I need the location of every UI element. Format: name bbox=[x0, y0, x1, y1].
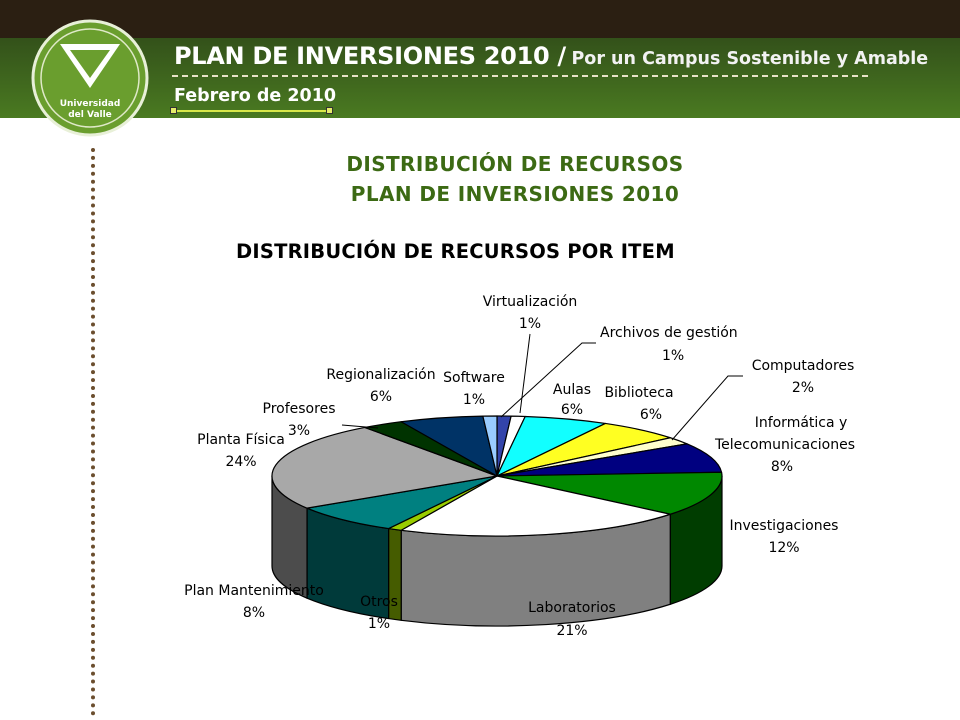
leader-line-computadores bbox=[672, 376, 743, 440]
slice-name-laboratorios: Laboratorios bbox=[528, 600, 616, 616]
slice-name-archivos-de-gestion: Archivos de gestión bbox=[600, 325, 738, 341]
slice-value-virtualizacion: 1% bbox=[518, 316, 542, 332]
slice-value-investigaciones: 12% bbox=[768, 540, 800, 556]
slice-value-otros: 1% bbox=[367, 616, 391, 632]
pie-label-regionalizacion bbox=[326, 367, 435, 405]
pie-label-investigaciones bbox=[730, 518, 839, 556]
header-title-main: PLAN DE INVERSIONES 2010 / bbox=[174, 42, 566, 70]
slice-name-regionalizacion: Regionalización bbox=[326, 367, 436, 383]
logo-text-line2: del Valle bbox=[68, 110, 112, 120]
slice-name-plan-mantenimiento: Plan Mantenimiento bbox=[184, 583, 324, 599]
slide-title-line1: DISTRIBUCIÓN DE RECURSOS bbox=[346, 152, 684, 176]
pie-label-aulas bbox=[553, 382, 591, 418]
slice-value-archivos-de-gestion: 1% bbox=[662, 348, 685, 364]
pie-label-biblioteca bbox=[604, 385, 673, 423]
slice-value-biblioteca: 6% bbox=[639, 407, 663, 423]
slice-value-aulas: 6% bbox=[560, 402, 584, 418]
slice-name-aulas: Aulas bbox=[552, 382, 592, 398]
slice-name-software: Software bbox=[443, 370, 505, 386]
pie-label-planta-fisica bbox=[197, 432, 285, 470]
slice-value-plan-mantenimiento: 8% bbox=[242, 605, 266, 621]
slice-name-computadores: Computadores bbox=[751, 358, 855, 374]
slice-name-virtualizacion: Virtualización bbox=[482, 294, 578, 310]
slice-name-informatica-y-telecomunicaciones: Informática y bbox=[754, 415, 848, 431]
slice-value-computadores: 2% bbox=[791, 380, 815, 396]
slice-value-software: 1% bbox=[462, 392, 486, 408]
logo-text-line1: Universidad bbox=[59, 99, 121, 109]
chart-title: DISTRIBUCIÓN DE RECURSOS POR ITEM bbox=[236, 240, 675, 263]
pie-label-archivos-de-gestion bbox=[501, 325, 738, 417]
header-title-sub: Por un Campus Sostenible y Amable bbox=[571, 49, 929, 69]
leader-line-virtualizacion bbox=[520, 334, 530, 413]
header-date: Febrero de 2010 bbox=[174, 86, 337, 106]
slice-name-informatica-y-telecomunicaciones: Telecomunicaciones bbox=[714, 437, 856, 453]
slice-name-otros: Otros bbox=[360, 594, 398, 610]
slice-value-laboratorios: 21% bbox=[556, 623, 588, 639]
slice-name-biblioteca: Biblioteca bbox=[604, 385, 674, 401]
slice-value-profesores: 3% bbox=[287, 423, 311, 439]
pie-label-informatica-y-telecomunicaciones bbox=[714, 415, 855, 475]
slice-value-informatica-y-telecomunicaciones: 8% bbox=[770, 459, 794, 475]
slice-value-planta-fisica: 24% bbox=[225, 454, 257, 470]
slice-name-planta-fisica: Planta Física bbox=[197, 432, 285, 448]
pie-label-software bbox=[443, 370, 505, 408]
slice-value-regionalizacion: 6% bbox=[369, 389, 393, 405]
slide-title-line2: PLAN DE INVERSIONES 2010 bbox=[350, 182, 680, 206]
pie-label-plan-mantenimiento bbox=[184, 583, 324, 621]
slice-name-investigaciones: Investigaciones bbox=[729, 518, 839, 534]
slice-name-profesores: Profesores bbox=[262, 401, 336, 417]
